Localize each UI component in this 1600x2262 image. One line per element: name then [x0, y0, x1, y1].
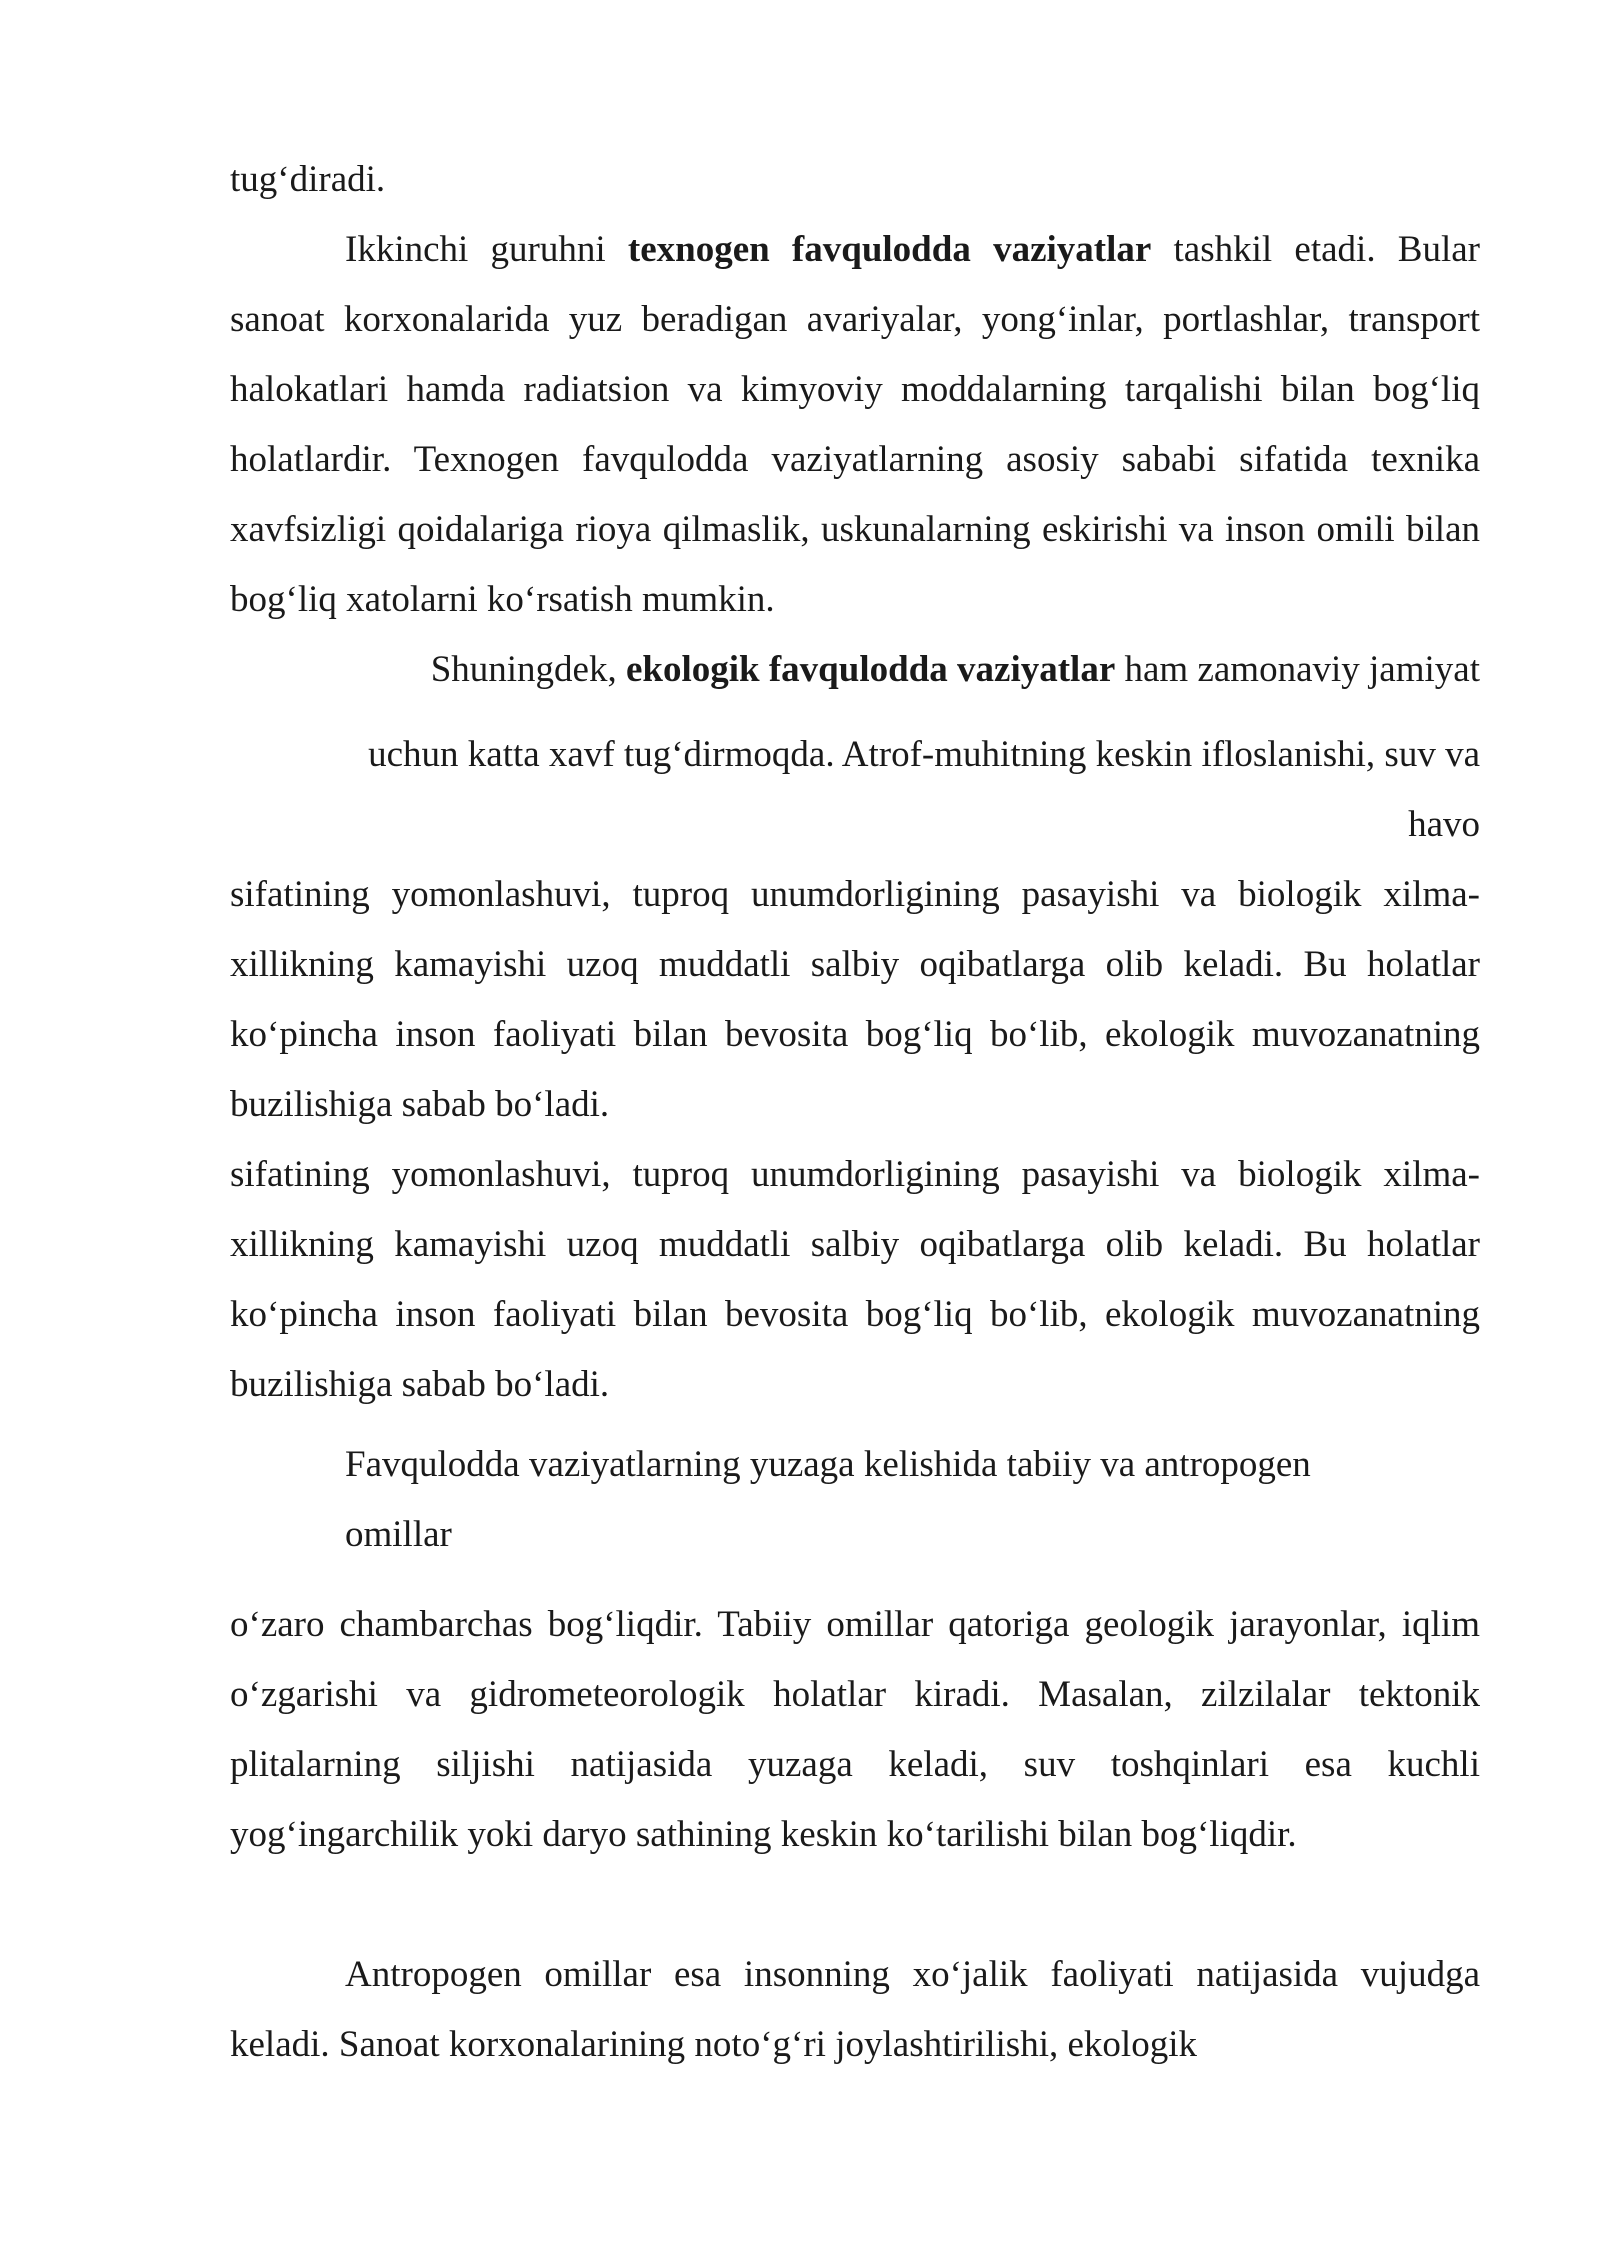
paragraph-text: o‘zaro chambarchas bog‘liqdir. Tabiiy omillar qatoriga geologik jarayonlar, iqlim o‘zgarishi va gidrometeorologik holatlar kiradi. Masalan, zilzilalar tektonik plitalarning siljishi natijasida yuzaga keladi, suv toshqinlari esa kuchli yog‘ingarchilik yoki daryo sathining keskin ko‘tarilishi bilan bog‘liqdir.: [230, 1604, 1480, 1855]
paragraph-quality-2: [230, 1140, 1480, 1420]
paragraph-text: [230, 635, 1480, 705]
paragraph-text: havo: [1408, 804, 1480, 845]
bold-term: texnogen favqulodda vaziyatlar: [627, 229, 1152, 270]
paragraph-text: Antropogen omillar esa insonning xo‘jalik faoliyati natijasida vujudga keladi. Sanoat korxonalarining noto‘g‘ri joylashtirilishi, ekologik: [230, 1954, 1480, 2065]
paragraph-factors-heading: [345, 1430, 1405, 1570]
paragraph-technogenic: [230, 215, 1480, 635]
text-run: Shuningdek,: [430, 649, 626, 690]
bold-term: ekologik favqulodda vaziyatlar: [625, 649, 1116, 690]
text-run: ham zamonaviy jamiyat: [1115, 649, 1480, 690]
paragraph-text: uchun katta xavf tug‘dirmoqda. Atrof-muhitning keskin ifloslanishi, suv va: [368, 734, 1480, 775]
paragraph-text: Favqulodda vaziyatlarning yuzaga kelishida tabiiy va antropogen omillar: [345, 1444, 1311, 1555]
paragraph-text: [230, 215, 1480, 635]
text-run: tashkil etadi. Bular sanoat korxonalarida yuz beradigan avariyalar, yong‘inlar, portlashlar, transport halokatlari hamda radiatsion va kimyoviy moddalarning tarqalishi bilan bog‘liq holatlardir. Texnogen favqulodda vaziyatlarning asosiy sababi sifatida texnika xavfsizligi qoidalariga rioya qilmaslik, uskunalarning eskirishi va inson omili bilan bog‘liq xatolarni ko‘rsatish mumkin.: [230, 229, 1480, 620]
paragraph-ecological-line3: [230, 790, 1480, 860]
paragraph-text: sifatining yomonlashuvi, tuproq unumdorligining pasayishi va biologik xilma-xillikning kamayishi uzoq muddatli salbiy oqibatlarga olib keladi. Bu holatlar ko‘pincha inson faoliyati bilan bevosita bog‘liq bo‘lib, ekologik muvozanatning buzilishiga sabab bo‘ladi.: [230, 874, 1480, 1125]
paragraph-text: sifatining yomonlashuvi, tuproq unumdorligining pasayishi va biologik xilma-xillikning kamayishi uzoq muddatli salbiy oqibatlarga olib keladi. Bu holatlar ko‘pincha inson faoliyati bilan bevosita bog‘liq bo‘lib, ekologik muvozanatning buzilishiga sabab bo‘ladi.: [230, 1154, 1480, 1405]
paragraph-ecological-start: [230, 635, 1480, 705]
paragraph-anthropogenic: [230, 1940, 1480, 2080]
paragraph-continuation: [230, 145, 1480, 215]
paragraph-ecological-line2: [230, 720, 1480, 790]
text-run: Ikkinchi guruhni: [345, 229, 628, 270]
paragraph-text: tug‘diradi.: [230, 159, 386, 200]
paragraph-natural-factors: [230, 1590, 1480, 1870]
paragraph-quality-1: [230, 860, 1480, 1140]
